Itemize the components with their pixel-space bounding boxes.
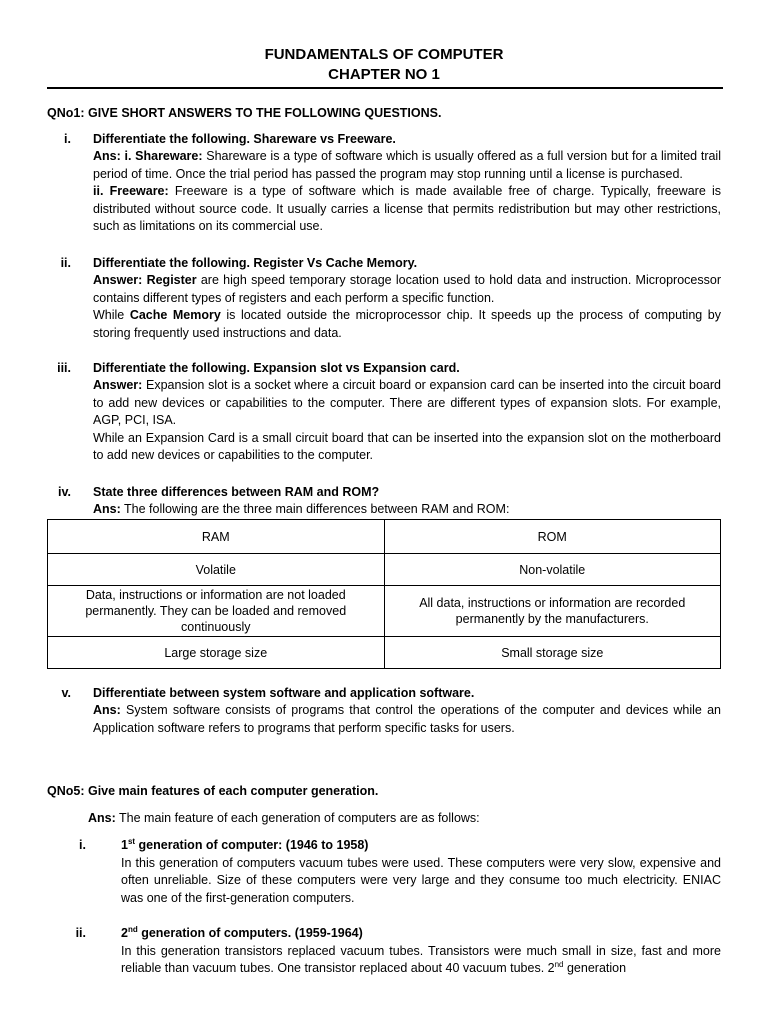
answer-paragraph: While an Expansion Card is a small circuit board that can be inserted into the expansion slot on the motherboard to add new devices or capabilities to the computer. — [93, 430, 721, 463]
table-cell: Large storage size — [48, 637, 385, 669]
table-row — [48, 586, 721, 637]
generation-title — [121, 837, 721, 855]
answer-text: While — [93, 308, 130, 323]
q5-item-i — [121, 837, 721, 907]
answer-paragraph — [93, 148, 721, 183]
ordinal-suffix: nd — [554, 960, 564, 970]
answer-label: Answer: Register — [93, 273, 197, 288]
answer-text: Expansion slot is a socket where a circuit board or expansion card can be inserted into the circuit board to add new devices or capabilities to the computer. There are different types of expansion slots. For example, AGP, PCI, ISA. — [93, 378, 721, 428]
q1-item-iv — [93, 484, 721, 519]
table-cell: Volatile — [48, 554, 385, 586]
answer-text: Freeware is a type of software which is made available free of charge. Typically, freeware is distributed without source code. It usually carries a license that permits redistribution but may other restrictions, such as limitations on its commercial use. — [93, 184, 721, 234]
answer-text: The main feature of each generation of computers are as follows: — [115, 811, 480, 825]
answer-paragraph — [93, 377, 721, 429]
table-cell: Non-volatile — [384, 554, 721, 586]
q1-item-iii — [93, 360, 721, 464]
term-cache-memory: Cache Memory — [129, 308, 221, 323]
question-title: State three differences between RAM and ROM? — [93, 485, 380, 499]
item-number: ii. — [75, 926, 86, 940]
item-number: iv. — [58, 485, 71, 499]
ram-rom-table — [47, 519, 721, 669]
answer-paragraph — [93, 702, 721, 737]
item-number: ii. — [60, 256, 71, 270]
answer-paragraph — [93, 183, 721, 235]
answer-label: ii. Freeware: — [93, 184, 169, 199]
generation-title-text: generation of computer: (1946 to 1958) — [135, 838, 369, 852]
item-number: iii. — [57, 361, 71, 375]
question-title: Differentiate the following. Shareware vs Freeware. — [93, 132, 396, 146]
generation-title — [121, 925, 721, 943]
answer-label: Answer: — [93, 378, 143, 393]
answer-label: Ans: — [93, 703, 121, 718]
table-cell: Small storage size — [384, 637, 721, 669]
document-title: FUNDAMENTALS OF COMPUTER — [264, 46, 504, 63]
table-cell: Data, instructions or information are not loaded permanently. They can be loaded and removed continuously — [48, 586, 385, 637]
answer-paragraph — [93, 307, 721, 342]
table-header-cell: RAM — [48, 520, 385, 554]
table-cell: All data, instructions or information are recorded permanently by the manufacturers. — [384, 586, 721, 637]
generation-text-end: generation — [563, 961, 627, 976]
ordinal-number: 2 — [121, 926, 128, 940]
answer-label: Ans: i. Shareware: — [93, 149, 203, 164]
q1-item-i — [93, 131, 721, 235]
item-number: i. — [64, 132, 71, 146]
answer-text: The following are the three main differences between RAM and ROM: — [120, 502, 510, 517]
item-number: v. — [61, 686, 71, 700]
ordinal-suffix: nd — [127, 924, 138, 934]
q5-item-ii — [121, 925, 721, 978]
answer-text: System software consists of programs that control the operations of the computer and devices while an Application software refers to programs that perform specific tasks for users. — [93, 703, 721, 735]
question-title: Differentiate between system software and application software. — [93, 686, 475, 700]
table-header-row — [48, 520, 721, 554]
item-number: i. — [79, 838, 86, 852]
answer-text: Shareware is a type of software which is usually offered as a full version but for a limited trail period of time. Once the trial period has passed the program may stop running until a license is purchased. — [93, 149, 721, 181]
q1-item-ii — [93, 255, 721, 342]
answer-paragraph — [93, 501, 721, 518]
table-header-cell: ROM — [384, 520, 721, 554]
answer-label: Ans: — [88, 811, 116, 825]
question-title: Differentiate the following. Register Vs Cache Memory. — [93, 256, 418, 270]
generation-text — [121, 943, 721, 978]
chapter-title: CHAPTER NO 1 — [328, 66, 440, 83]
generation-text-body: In this generation transistors replaced vacuum tubes. Transistors were much small in size, fast and more reliable than vacuum tubes. One transistor replaced about 40 vacuum tubes. 2 — [121, 943, 721, 976]
answer-paragraph — [93, 272, 721, 307]
question-title: Differentiate the following. Expansion slot vs Expansion card. — [93, 361, 460, 375]
question-5-heading: QNo5: Give main features of each computer generation. — [47, 784, 379, 798]
q1-item-v — [93, 685, 721, 737]
title-underline — [47, 87, 723, 89]
table-row — [48, 637, 721, 669]
generation-text: In this generation of computers vacuum tubes were used. These computers were very slow, expensive and often unreliable. Size of these computers were very large and they consume too much electricity. ENIAC was one of the first-generation computers. — [121, 855, 721, 905]
generation-title-text: generation of computers. (1959-1964) — [137, 926, 363, 940]
table-row — [48, 554, 721, 586]
answer-text: is located outside the microprocessor chip. It speeds up the process of computing by storing frequently used instructions and data. — [93, 308, 721, 340]
q5-answer-intro — [88, 810, 480, 827]
answer-label: Ans: — [93, 502, 121, 517]
question-1-heading: QNo1: GIVE SHORT ANSWERS TO THE FOLLOWING QUESTIONS. — [47, 106, 442, 120]
answer-text: are high speed temporary storage location used to hold data and instruction. Microprocessor contains different types of registers and each perform a specific function. — [93, 273, 721, 305]
ordinal-suffix: st — [127, 836, 136, 846]
ordinal-number: 1 — [121, 838, 128, 852]
